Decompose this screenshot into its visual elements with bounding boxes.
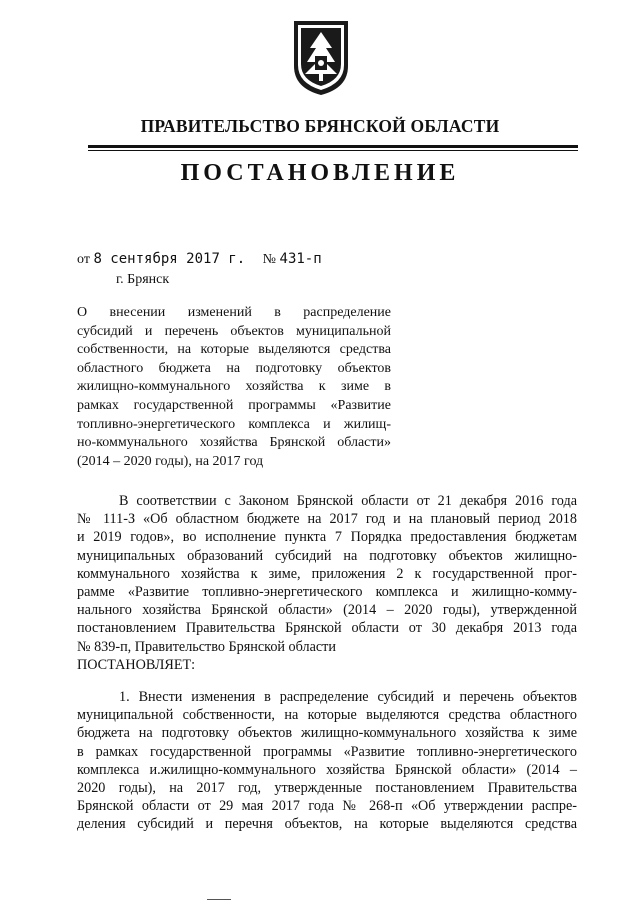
document-city: г. Брянск	[116, 272, 170, 287]
page-mark	[207, 899, 231, 900]
preamble-line: постановлением Правительства Брянской области от 30 декабря 2013 года	[77, 620, 577, 637]
item-1-line: комплекса и.жилищно-коммунального хозяйства Брянской области» (2014 –	[77, 761, 577, 778]
subject-line: рамках государственной программы «Развитие	[77, 397, 391, 413]
resolves-heading: ПОСТАНОВЛЯЕТ:	[77, 656, 196, 673]
organization-title: ПРАВИТЕЛЬСТВО БРЯНСКОЙ ОБЛАСТИ	[140, 116, 500, 136]
document-number: 431-п	[279, 251, 322, 267]
item-1-line: муниципальной собственности, на которые выделяются средства областного	[77, 707, 577, 724]
date-number-line	[77, 251, 322, 268]
document-subject	[77, 304, 391, 471]
number-prefix: №	[262, 252, 277, 267]
subject-line: жилищно-коммунального хозяйства к зиме в	[77, 379, 391, 395]
item-1-paragraph	[77, 688, 577, 834]
preamble-line: В соответствии с Законом Брянской области от 21 декабря 2016 года	[119, 493, 577, 509]
subject-line: собственности, на которые выделяются средства	[77, 342, 391, 358]
subject-line: топливно-энергетического комплекса и жилищ-	[77, 416, 391, 432]
subject-line: субсидий и перечень объектов муниципальной	[77, 323, 391, 339]
item-1-line: 2020 годы), на 2017 год, утвержденные постановлением Правительства	[77, 780, 577, 797]
subject-line: О внесении изменений в распределение	[77, 305, 391, 320]
preamble-line: № 839-п, Правительство Брянской области	[77, 638, 336, 655]
coat-of-arms-icon	[290, 18, 352, 98]
preamble-line: рамме «Развитие топливно-энергетического комплекса и жилищно-комму-	[77, 584, 577, 601]
item-1-line: бюджета на подготовку объектов жилищно-коммунального хозяйства к зиме	[77, 725, 577, 742]
preamble-line: муниципальных образований субсидий на подготовку объектов жилищно-	[77, 547, 577, 564]
subject-line: (2014 – 2020 годы), на 2017 год	[77, 453, 264, 469]
header-divider-thin	[88, 150, 578, 151]
item-1-line: деления субсидий и перечня объектов, на которые выделяются средства	[77, 816, 577, 833]
item-1-line: 1. Внести изменения в распределение субсидий и перечень объектов	[119, 689, 577, 705]
preamble-paragraph	[77, 492, 577, 674]
item-1-line: Брянской области от 29 мая 2017 года № 268-п «Об утверждении распре-	[77, 798, 577, 815]
preamble-line: нального хозяйства Брянской области» (2014 – 2020 годы), утвержденной	[77, 602, 577, 619]
header-divider-thick	[88, 145, 578, 148]
document-date: 8 сентября 2017 г.	[93, 251, 246, 267]
preamble-line: № 111-З «Об областном бюджете на 2017 год и на плановый период 2018	[77, 511, 577, 528]
preamble-line: коммунального хозяйства к зиме, приложения 2 к государственной прог-	[77, 565, 577, 582]
subject-line: но-коммунального хозяйства Брянской области»	[77, 435, 391, 451]
item-1-line: в рамках государственной программы «Развитие топливно-энергетического	[77, 743, 577, 760]
subject-line: областного бюджета на подготовку объектов	[77, 360, 391, 376]
document-type: ПОСТАНОВЛЕНИЕ	[180, 160, 460, 186]
preamble-line: и 2019 годов», во исполнение пункта 7 Порядка предоставления бюджетам	[77, 529, 577, 546]
date-prefix: от	[77, 252, 90, 267]
